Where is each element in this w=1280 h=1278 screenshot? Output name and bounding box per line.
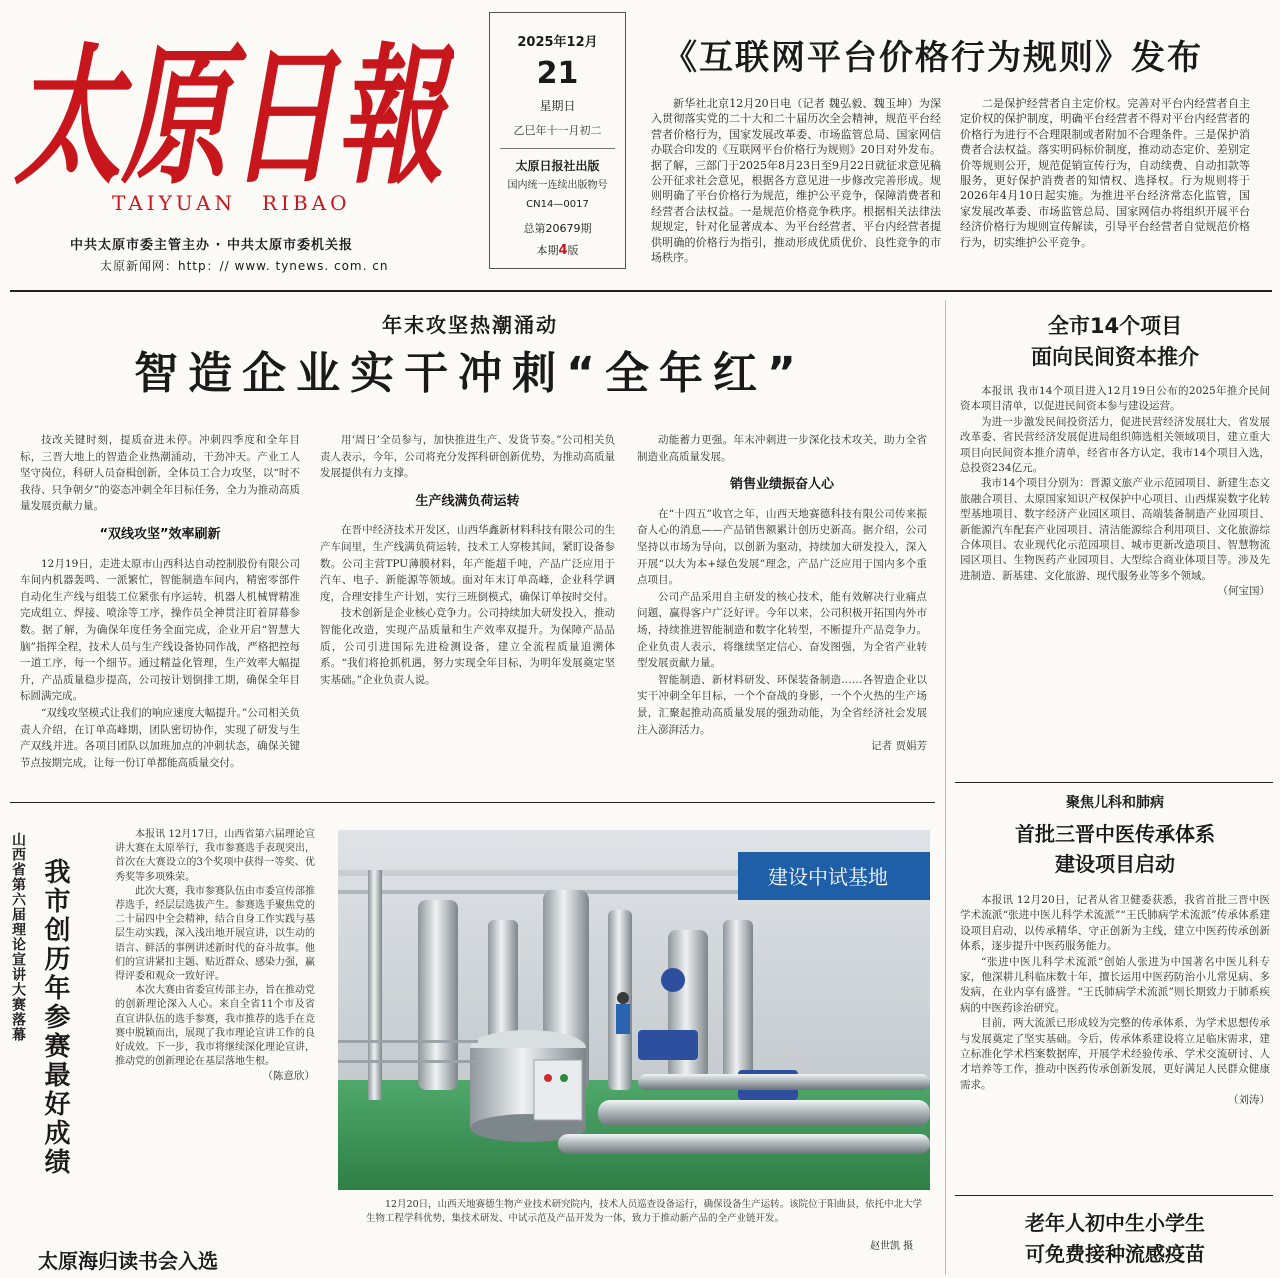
date-year-month: 2025年12月 [517, 35, 598, 50]
page-count [490, 242, 625, 258]
logo-roman-text [112, 191, 376, 215]
paragraph: 本报讯 我市14个项目进入12月19日公布的2025年推介民间资本项目清单，以促进民间资本参与建设运营。 [960, 385, 1270, 413]
main-story-kicker: 年末攻坚热潮涌动 [382, 313, 558, 337]
right-story-1-title-line-2[interactable]: 面向民间资本推介 [1031, 345, 1199, 369]
roman-word-1: TAIYUAN [112, 191, 236, 215]
main-story-column-1 [20, 432, 300, 794]
column-separator [945, 300, 946, 1275]
paragraph: 在“十四五”收官之年，山西天地赛德科技有限公司传来振奋人心的消息——产品销售额累计创历史新高。据介绍，公司坚持以市场为导向，以创新为驱动，持续加大研发投入，深入开展“以大为本+绿色发展”理念，产品广泛应用于国内多个重点项目。 [637, 507, 927, 587]
masthead [0, 0, 1280, 280]
main-story-column-2 [320, 432, 615, 794]
paragraph: 我市14个项目分别为：晋源文旅产业示范园项目、新建生态文旅融合项目、太原国家知识产权保护中心项目、山西煤炭数字化转型基地项目、数字经济产业园区项目、高端装备制造产业园项目、新能源汽车配套产业园项目、清洁能源综合利用项目、文化旅游综合体项目、农业现代化示范园项目、城市更新改造项目、智慧物流园区项目、生物医药产业园项目、大型综合商业体项目等。涉及先进制造、新基建、文化旅游、现代服务业等多个领域。 [960, 477, 1270, 582]
cn-number: CN14—0017 [526, 199, 589, 210]
subheading: 销售业绩振奋人心 [729, 477, 834, 493]
main-story-byline: 记者 贾娟芳 [871, 740, 927, 753]
paragraph: 公司产品采用自主研发的核心技术，能有效解决行业痛点问题，赢得客户广泛好评。今年以来，公司积极开拓国内外市场，持续推进智能制造和数字化转型，不断提升产品竞争力。企业负责人表示，将继续坚定信心、奋发图强，为全省产业转型发展贡献力量。 [637, 590, 927, 670]
date-weekday: 星期日 [539, 99, 576, 113]
top-story-column-2: 二是保护经营者自主定价权。完善对平台内经营者自主定价权的保护制度，明确平台经营者不得对平台内经营者的价格行为进行不合理限制或者附加不合理条件。三是保护消费者合法权益。落实明码标价制度，推动动态定价、差别定价等规则公开，规范促销宣传行为，自动续费、自动扣款等服务，更好保护消费者的知情权、选择权。行为规则将于2026年4月10日起实施。为推进平台经济常态化监管，国家发展改革委、市场监管总局、国家网信办将组织开展平台经济价格行为规则宣传解读，引导平台经营者自觉规范价格行为，切实维护公平竞争。 [960, 97, 1250, 249]
right-story-1-title-line-1[interactable]: 全市14个项目 [1047, 314, 1183, 338]
paragraph: 12月19日，走进太原市山西科达自动控制股份有限公司车间内机器轰鸣、一派繁忙，智能制造车间内，精密零部件自动化生产线与组装工位紧张有序运转，机器人机械臂精准完成组立、焊接、喷涂等工序，操作员全神贯注盯着屏幕参数。据了解，为确保年度任务全面完成，企业开启“智慧大脑”指挥全程，技术人员与生产线设备协同作战，严格把控每一道工序，每一个细节。通过精益化管理，生产效率大幅提升，产品质量稳步提高，公司按计划倒排工期，确保全年目标圆满完成。 [20, 557, 300, 703]
paragraph: “张进中医儿科学术流派”创始人张进为中国著名中医儿科专家，他深耕儿科临床数十年，擅长运用中医药防治小儿常见病、多发病，在业内享有盛誉。“王氏肺病学术流派”则长期致力于肺系疾病的中医药诊治研究。 [960, 955, 1270, 1014]
publisher-label: 太原日报社出版 [515, 159, 600, 173]
website-line[interactable]: 太原新闻网：http：// www. tynews. com. cn [100, 259, 389, 273]
paragraph: 本报讯 12月20日，记者从省卫健委获悉，我省首批三晋中医学术流派“张进中医儿科学术流派”“王氏肺病学术流派”传承体系建设项目启动，以传承精华、守正创新为主线，建立中医药传承创新体系，逐步提升中医药服务能力。 [960, 894, 1270, 953]
main-story-title[interactable]: 智造企业实干冲刺“全年红” [134, 348, 806, 399]
page-count-number: 4 [558, 243, 568, 258]
paragraph: 为进一步激发民间投资活力，促进民营经济发展壮大，省发展改革委、省民营经济发展促进局组织筛选相关领域项目，建立重大项目向民间资本推介清单，经省市各方认定，我市14个项目入选，总投资234亿元。 [960, 415, 1270, 475]
bottom-story-title[interactable]: 太原海归读书会入选 [38, 1249, 218, 1273]
sponsor-line: 中共太原市委主管主办 · 中共太原市委机关报 [70, 238, 353, 253]
right-story-2-body [960, 893, 1270, 1183]
photo-credit: 赵世凯 摄 [870, 1241, 914, 1252]
lower-story-byline: （陈意欣） [262, 1070, 315, 1083]
paragraph: 此次大赛，我市参赛队伍由市委宣传部推荐选手，经层层选拔产生。参赛选手聚焦党的二十届四中全会精神，结合自身工作实践与基层生动实践，深入浅出地开展宣讲，以生动的语言、鲜活的事例讲述新时代的奋斗故事。他们的宣讲紧扣主题、贴近群众、感染力强，赢得评委和观众一致好评。 [115, 885, 315, 983]
right-rule-2 [955, 1195, 1273, 1196]
main-story-column-3 [637, 432, 927, 794]
right-story-1-body [960, 384, 1270, 770]
paragraph: 技术创新是企业核心竞争力。公司持续加大研发投入，推动智能化改造，实现产品质量和生产效率双提升。为保障产品品质，公司引进国际先进检测设备，建立全流程质量追溯体系。“我们将抢抓机遇，努力实现全年目标，为明年发展奠定坚实基础。”企业负责人说。 [320, 607, 615, 686]
subheading: 生产线满负荷运转 [415, 493, 520, 509]
factory-photo [338, 830, 930, 1190]
right-story-3-title-line-1[interactable]: 老年人初中生小学生 [1025, 1211, 1205, 1235]
paragraph: 在晋中经济技术开发区，山西华鑫新材料科技有限公司的生产车间里，生产线满负荷运转，技术工人穿梭其间，紧盯设备参数。公司主营TPU薄膜材料，年产能超千吨，产品广泛应用于汽车、电子、新能源等领域。面对年末订单高峰，企业科学调度，合理安排生产计划，实行三班倒模式，确保订单按时交付。 [320, 524, 615, 603]
paragraph: 智能制造、新材料研发、环保装备制造……各智造企业以实干冲刺全年目标，一个个奋战的身影，一个个火热的生产场景，汇聚起推动高质量发展的强劲动能，为全省经济社会发展注入澎湃活力。 [637, 673, 927, 736]
paragraph: 目前，两大流派已形成较为完整的传承体系，为学术思想传承与发展奠定了坚实基础。今后，传承体系建设将立足临床需求，建立标准化学术档案数据库，开展学术经验传承、学术交流研讨、人才培养等工作，推动中医药传承创新发展，更好满足人民群众健康需求。 [960, 1017, 1270, 1091]
photo-sign-text: 建设中试基地 [768, 865, 888, 889]
right-rule-1 [955, 782, 1273, 783]
lower-story-kicker: 山西省第六届理论宣讲大赛落幕 [10, 832, 26, 1042]
total-issue: 总第20679期 [523, 222, 592, 235]
roman-word-2: RIBAO [261, 191, 351, 215]
right-story-2-title-line-1[interactable]: 首批三晋中医传承体系 [1015, 822, 1215, 846]
right-story-3-title-line-2[interactable]: 可免费接种流感疫苗 [1025, 1242, 1205, 1266]
page-count-suffix: 版 [567, 244, 579, 257]
paragraph: 本次大赛由省委宣传部主办，旨在推动党的创新理论深入人心。来自全省11个市及省直宣讲队伍的选手参赛，我市推荐的选手在竞赛中脱颖而出，展现了我市理论宣讲工作的良好成效。下一步，我市将继续深化理论宣讲，推动党的创新理论在基层落地生根。 [115, 985, 315, 1068]
subheading: “双线攻坚”效率刷新 [99, 526, 221, 542]
right-story-2-title-line-2[interactable]: 建设项目启动 [1055, 852, 1175, 876]
paragraph: 用‘周日’全员参与，加快推进生产、发货节奏。”公司相关负责人表示，今年，公司将充分发挥科研创新优势，为推动高质量发展提供有力支撑。 [320, 434, 615, 480]
right-story-2-kicker: 聚焦儿科和肺病 [1066, 795, 1164, 811]
lower-story-body [115, 828, 315, 1243]
right-story-2-byline: （刘涛） [1228, 1094, 1270, 1107]
date-day: 21 [536, 56, 579, 91]
newspaper-logo [14, 14, 454, 194]
paragraph: 技改关键时刻，提质奋进未停。冲刺四季度和全年目标，三晋大地上的智造企业热潮涌动，干劲冲天。产业工人坚守岗位，科研人员奋楫创新，全体员工合力攻坚，以“时不我待、只争朝夕”的姿态冲刺全年目标任务，全力为推动高质量发展贡献力量。 [20, 434, 300, 513]
page-count-prefix: 本期 [536, 244, 559, 257]
logo-text: 太原日報 [14, 29, 454, 194]
section-rule [10, 802, 935, 803]
paragraph: “双线攻坚模式让我们的响应速度大幅提升。”公司相关负责人介绍，在订单高峰期，团队密切协作，实现了研发与生产双线并进。各项目团队以加班加点的冲刺状态，确保关键节点按期完成，让每一份订单都能高质量交付。 [20, 706, 300, 769]
date-lunar: 乙巳年十一月初二 [513, 124, 602, 137]
top-story-column-1: 新华社北京12月20日电（记者 魏弘毅、魏玉坤）为深入贯彻落实党的二十大和二十届历次全会精神，规范平台经营者价格行为，国家发展改革委、市场监管总局、国家网信办联合印发的《互联网平台价格行为规则》20日对外发布。据了解，三部门于2025年8月23日至9月22日就征求意见稿公开征求社会意见，根据各方意见进一步修改完善形成。规则明确了平台价格行为规范，维护公平竞争，保障消费者和经营者合法权益。一是规范价格竞争秩序。根据相关法律法规规定，针对化显著成本、为平台经营者、平台内经营者提供明确的价格行为指引，推动形成优质优价、良性竞争的市场秩序。 [651, 97, 941, 265]
date-divider [500, 148, 615, 149]
date-box [489, 12, 626, 269]
photo-caption: 12月20日，山西天地赛德生物产业技术研究院内，技术人员巡查设备运行，确保设备生产运转。该院位于阳曲县，依托中北大学生物工程学科优势，集技术研发、中试示范及产品开发为一体，致力于推动新产品的全产业链开发。 [366, 1199, 923, 1224]
right-story-1-byline: （何宝国） [1217, 585, 1270, 598]
lower-story-title[interactable]: 我市创历年参赛最好成绩 [40, 858, 70, 1177]
top-story-headline[interactable]: 《互联网平台价格行为规则》发布 [663, 38, 1203, 78]
paragraph: 动能蓄力更强。年末冲刺进一步深化技术攻关，助力全省制造业高质量发展。 [637, 434, 927, 463]
paragraph: 本报讯 12月17日，山西省第六届理论宣讲大赛在太原举行，我市参赛选手表现突出，首次在大赛设立的3个奖项中获得一等奖、优秀奖等多项殊荣。 [115, 829, 315, 883]
masthead-rule [10, 290, 1272, 292]
cn-label: 国内统一连续出版物号 [507, 180, 608, 191]
